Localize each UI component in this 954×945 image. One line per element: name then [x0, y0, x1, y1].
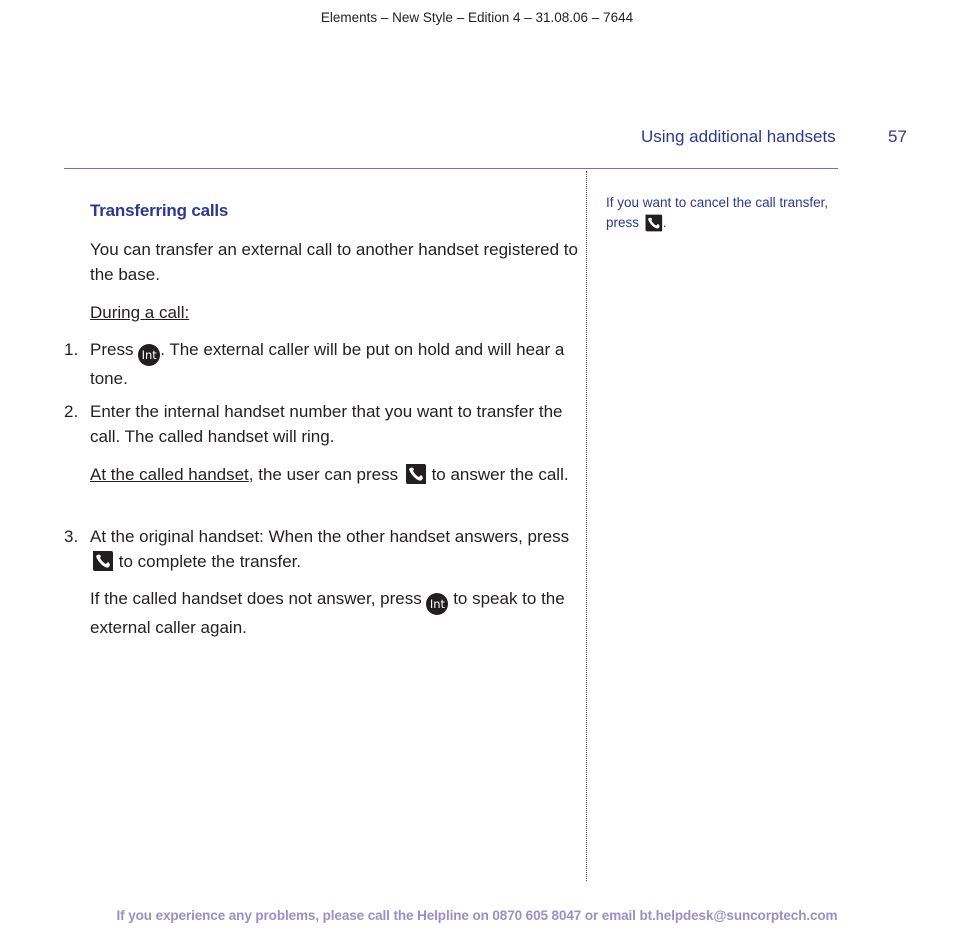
talk-button-icon [90, 549, 114, 573]
not-answer-end: to speak to the external caller again. [90, 589, 565, 637]
int-button-icon: Int [426, 593, 448, 615]
step-3-start: At the original handset: When the other handset answers, press [90, 527, 570, 546]
helpline-footer: If you experience any problems, please call the Helpline on 0870 605 8047 or email bt.helpdesk@suncorptech.com [116, 908, 838, 923]
step-3-end: to complete the transfer. [118, 552, 302, 571]
during-call-text: During a call: [90, 303, 190, 322]
called-handset-paragraph [90, 462, 580, 487]
step-1-press: Press [90, 340, 134, 359]
during-call-label [90, 300, 580, 325]
int-button-icon: Int [138, 344, 160, 366]
called-handset-mid: , the user can press [248, 465, 399, 484]
step-3-number: 3. [64, 527, 79, 546]
not-answer-start: If the called handset does not answer, press [90, 589, 422, 608]
step-1-text: . The external caller will be put on hold and will hear a tone. [90, 340, 565, 388]
sidebar-note [606, 194, 846, 233]
step-2: Enter the internal handset number that you want to transfer the call. The called handset will ring. [90, 402, 563, 446]
intro-paragraph: You can transfer an external call to another handset registered to the base. [90, 240, 578, 284]
step-3 [90, 524, 580, 574]
sidebar-note-end: . [662, 214, 667, 230]
column-divider [586, 171, 587, 881]
heading-transferring-calls: Transferring calls [90, 201, 229, 220]
page-number: 57 [888, 127, 907, 146]
step-2-number: 2. [64, 402, 79, 421]
document-id: Elements – New Style – Edition 4 – 31.08.06 – 7644 [320, 10, 634, 25]
called-handset-end: to answer the call. [431, 465, 569, 484]
step-1-number: 1. [64, 340, 79, 359]
talk-button-icon [643, 213, 663, 233]
sidebar-note-start: If you want to cancel the call transfer, press [606, 195, 829, 230]
header-rule [64, 168, 838, 169]
talk-button-icon [403, 462, 427, 486]
step-1 [90, 337, 580, 391]
not-answer-paragraph [90, 586, 580, 640]
called-handset-label: At the called handset [90, 465, 249, 484]
section-title: Using additional handsets [641, 127, 836, 146]
